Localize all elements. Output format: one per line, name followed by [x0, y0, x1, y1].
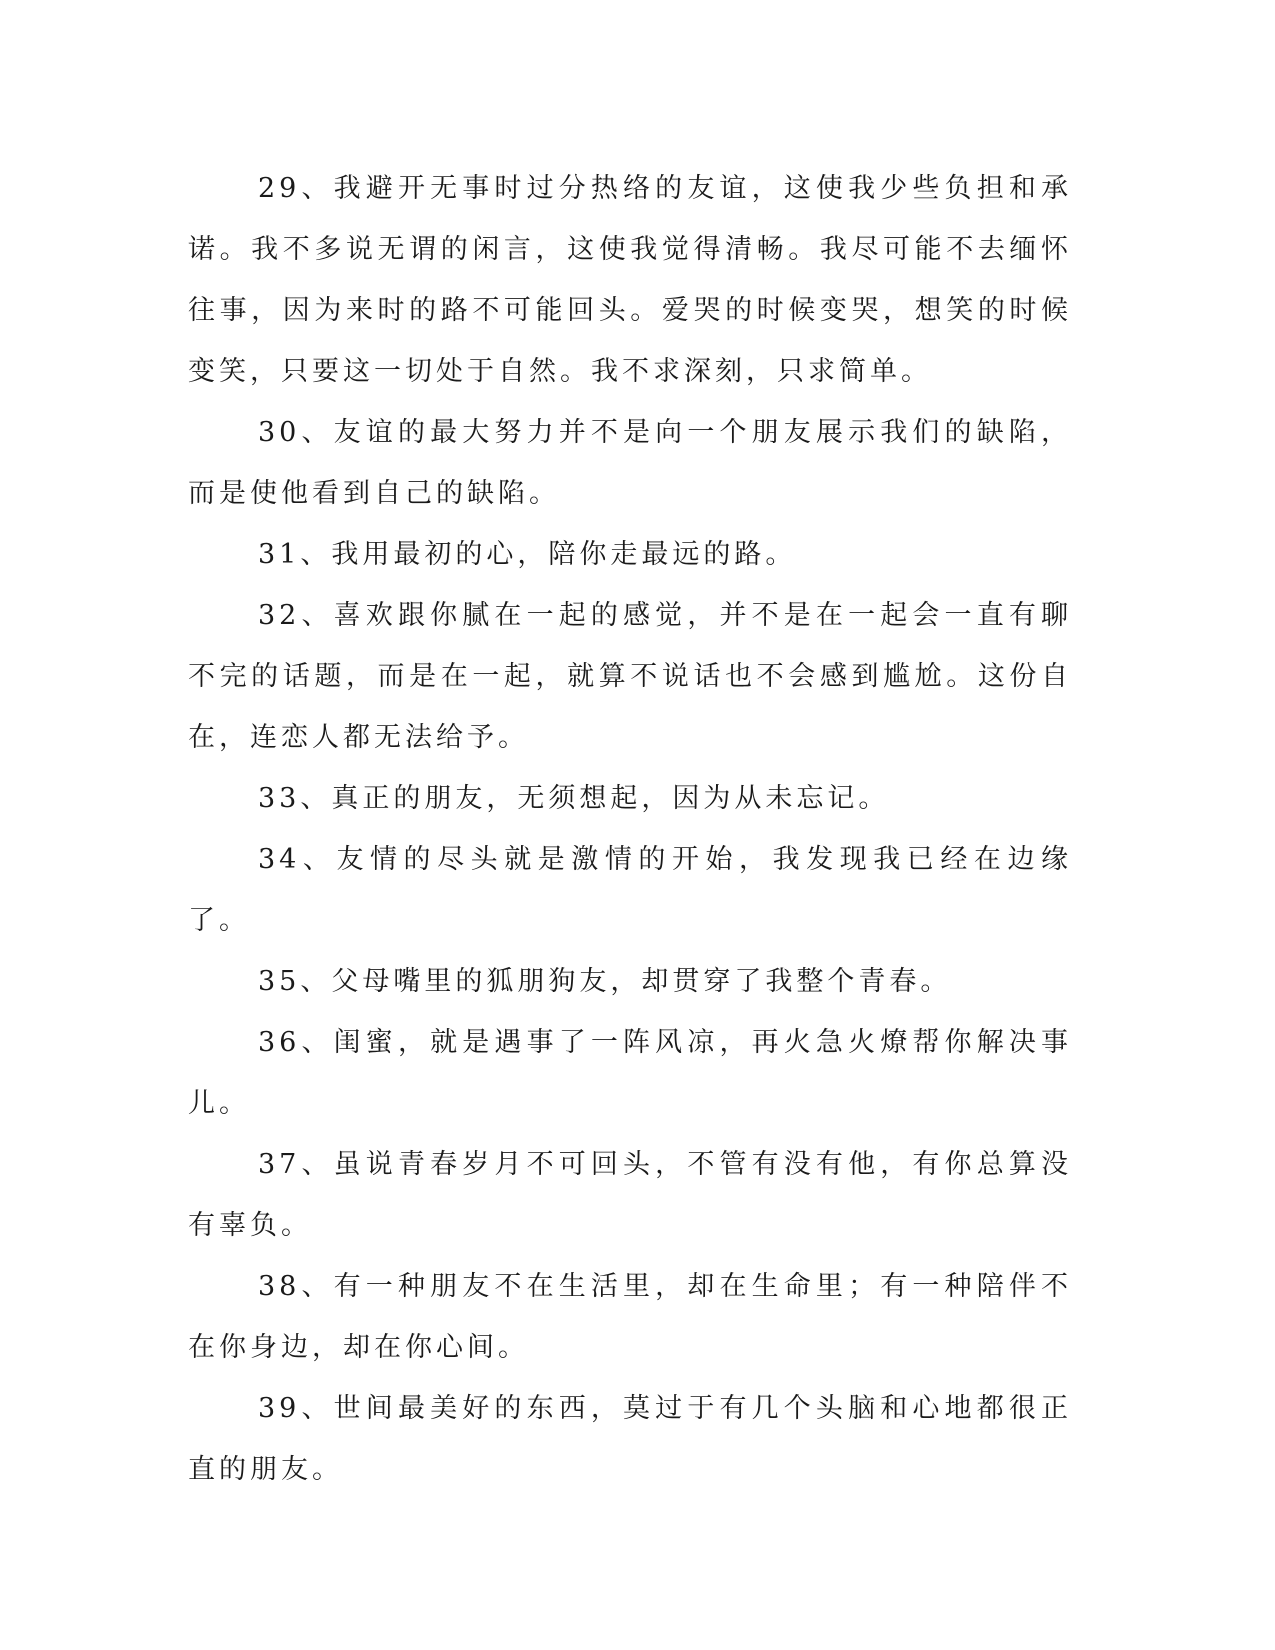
- paragraph-35: 35、父母嘴里的狐朋狗友，却贯穿了我整个青春。: [258, 966, 952, 997]
- paragraph-30: 30、友谊的最大努力并不是向一个朋友展示我们的缺陷，而是使他看到自己的缺陷。: [188, 417, 1072, 509]
- paragraph-29: 29、我避开无事时过分热络的友谊，这使我少些负担和承诺。我不多说无谓的闲言，这使我觉得清畅。我尽可能不去缅怀往事，因为来时的路不可能回头。爱哭的时候变哭，想笑的时候变笑，只要这一切处于自然。我不求深刻，只求简单。: [188, 173, 1072, 387]
- paragraph-34: 34、友情的尽头就是激情的开始，我发现我已经在边缘了。: [188, 844, 1072, 936]
- paragraph-33: 33、真正的朋友，无须想起，因为从未忘记。: [258, 783, 890, 814]
- paragraph-31: 31、我用最初的心，陪你走最远的路。: [258, 539, 797, 570]
- paragraph-32: 32、喜欢跟你腻在一起的感觉，并不是在一起会一直有聊不完的话题，而是在一起，就算不说话也不会感到尴尬。这份自在，连恋人都无法给予。: [188, 600, 1072, 753]
- paragraph-37: 37、虽说青春岁月不可回头，不管有没有他，有你总算没有辜负。: [188, 1149, 1072, 1241]
- paragraph-39: 39、世间最美好的东西，莫过于有几个头脑和心地都很正直的朋友。: [188, 1393, 1072, 1485]
- document-page: [188, 158, 1072, 1500]
- paragraph-36: 36、闺蜜，就是遇事了一阵风凉，再火急火燎帮你解决事儿。: [188, 1027, 1072, 1119]
- paragraph-38: 38、有一种朋友不在生活里，却在生命里；有一种陪伴不在你身边，却在你心间。: [188, 1271, 1072, 1363]
